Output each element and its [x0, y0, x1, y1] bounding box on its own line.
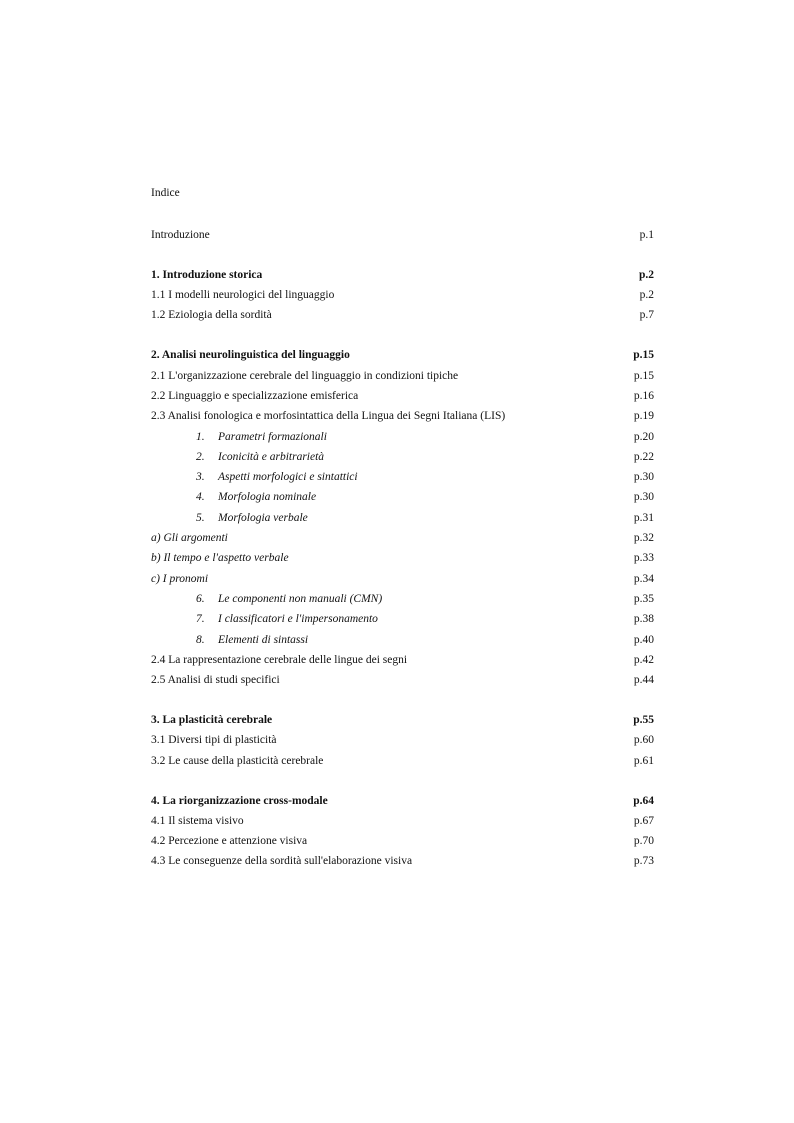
entry-page: p.67 [633, 814, 654, 827]
entry-label: b) Il tempo e l'aspetto verbale [151, 552, 289, 565]
subentry-number: 5. [196, 511, 205, 524]
entry-label: 3.1 Diversi tipi di plasticità [151, 734, 277, 747]
entry-page: p.60 [633, 734, 654, 747]
table-of-contents [151, 225, 654, 872]
toc-subentry-3 [151, 467, 654, 487]
toc-subentry-2 [151, 447, 654, 467]
chapter-label: 4. La riorganizzazione cross-modale [151, 794, 328, 807]
subentry-number: 6. [196, 592, 205, 605]
entry-label: 4.1 Il sistema visivo [151, 814, 244, 827]
entry-page: p.34 [633, 572, 654, 585]
chapter-page: p.15 [633, 349, 654, 362]
subentry-number: 2. [196, 450, 205, 463]
entry-page: p.73 [633, 855, 654, 868]
toc-lettered-a [151, 528, 654, 548]
subentry-label: Morfologia nominale [218, 491, 317, 504]
toc-entry-2-4 [151, 650, 654, 670]
toc-entry-introduction [151, 225, 654, 245]
entry-page: p.15 [633, 369, 654, 382]
entry-label: 1.2 Eziologia della sordità [151, 309, 272, 322]
toc-entry-3-1 [151, 730, 654, 750]
subentry-label: Iconicità e arbitrarietà [218, 450, 325, 463]
toc-entry-2-5 [151, 670, 654, 690]
toc-lettered-b [151, 548, 654, 568]
subentry-label: Le componenti non manuali (CMN) [218, 592, 383, 605]
chapter-page: p.64 [633, 794, 654, 807]
toc-subentry-7 [151, 609, 654, 629]
subentry-label: Morfologia verbale [218, 511, 308, 524]
toc-entry-2-2 [151, 386, 654, 406]
subentry-label: Aspetti morfologici e sintattici [218, 471, 358, 484]
subentry-number: 7. [196, 613, 205, 626]
entry-page: p.7 [639, 309, 654, 322]
entry-page: p.42 [633, 653, 654, 666]
subentry-number: 8. [196, 633, 205, 646]
entry-label: 2.4 La rappresentazione cerebrale delle lingue dei segni [151, 653, 408, 666]
entry-page: p.44 [633, 674, 654, 687]
toc-chapter-1 [151, 265, 654, 285]
entry-label: 4.2 Percezione e attenzione visiva [151, 835, 308, 848]
entry-page: p.35 [633, 592, 654, 605]
entry-label: c) I pronomi [151, 572, 209, 585]
entry-label: 2.2 Linguaggio e specializzazione emisferica [151, 389, 359, 402]
entry-label: a) Gli argomenti [151, 532, 228, 545]
toc-chapter-4 [151, 791, 654, 811]
toc-entry-1-2 [151, 305, 654, 325]
chapter-label: 1. Introduzione storica [151, 268, 263, 281]
toc-subentry-1 [151, 427, 654, 447]
entry-page: p.2 [639, 289, 654, 302]
subentry-number: 4. [196, 491, 205, 504]
entry-page: p.19 [633, 410, 654, 423]
entry-page: p.16 [633, 389, 654, 402]
toc-entry-4-1 [151, 811, 654, 831]
entry-page: p.33 [633, 552, 654, 565]
entry-page: p.22 [633, 450, 654, 463]
chapter-page: p.55 [633, 714, 654, 727]
toc-entry-2-1 [151, 366, 654, 386]
subentry-number: 1. [196, 430, 205, 443]
entry-label: 4.3 Le conseguenze della sordità sull'elaborazione visiva [151, 855, 413, 868]
entry-label: 3.2 Le cause della plasticità cerebrale [151, 754, 324, 767]
toc-subentry-8 [151, 630, 654, 650]
chapter-label: 2. Analisi neurolinguistica del linguaggio [151, 349, 350, 362]
entry-page: p.61 [633, 754, 654, 767]
entry-label: 2.3 Analisi fonologica e morfosintattica della Lingua dei Segni Italiana (LIS) [151, 410, 506, 423]
toc-entry-3-2 [151, 751, 654, 771]
chapter-label: 3. La plasticità cerebrale [151, 714, 273, 727]
entry-page: p.30 [633, 491, 654, 504]
chapter-page: p.2 [638, 268, 654, 281]
entry-page: p.70 [633, 835, 654, 848]
toc-entry-1-1 [151, 285, 654, 305]
entry-page: p.40 [633, 633, 654, 646]
entry-page: p.31 [633, 511, 654, 524]
entry-page: p.30 [633, 471, 654, 484]
index-title: Indice [151, 187, 180, 199]
toc-chapter-3 [151, 710, 654, 730]
entry-page: p.38 [633, 613, 654, 626]
entry-page: p.1 [639, 229, 654, 241]
entry-label: Introduzione [151, 229, 210, 241]
toc-chapter-2 [151, 345, 654, 365]
toc-entry-4-2 [151, 831, 654, 851]
toc-subentry-5 [151, 508, 654, 528]
entry-page: p.20 [633, 430, 654, 443]
toc-entry-4-3 [151, 851, 654, 871]
subentry-label: Parametri formazionali [218, 430, 327, 443]
subentry-label: I classificatori e l'impersonamento [218, 613, 378, 626]
subentry-number: 3. [196, 471, 205, 484]
entry-label: 2.1 L'organizzazione cerebrale del linguaggio in condizioni tipiche [151, 369, 459, 382]
subentry-label: Elementi di sintassi [218, 633, 309, 646]
entry-page: p.32 [633, 532, 654, 545]
toc-subentry-4 [151, 487, 654, 507]
toc-entry-2-3 [151, 406, 654, 426]
entry-label: 2.5 Analisi di studi specifici [151, 674, 280, 687]
toc-lettered-c [151, 569, 654, 589]
toc-subentry-6 [151, 589, 654, 609]
entry-label: 1.1 I modelli neurologici del linguaggio [151, 289, 335, 302]
